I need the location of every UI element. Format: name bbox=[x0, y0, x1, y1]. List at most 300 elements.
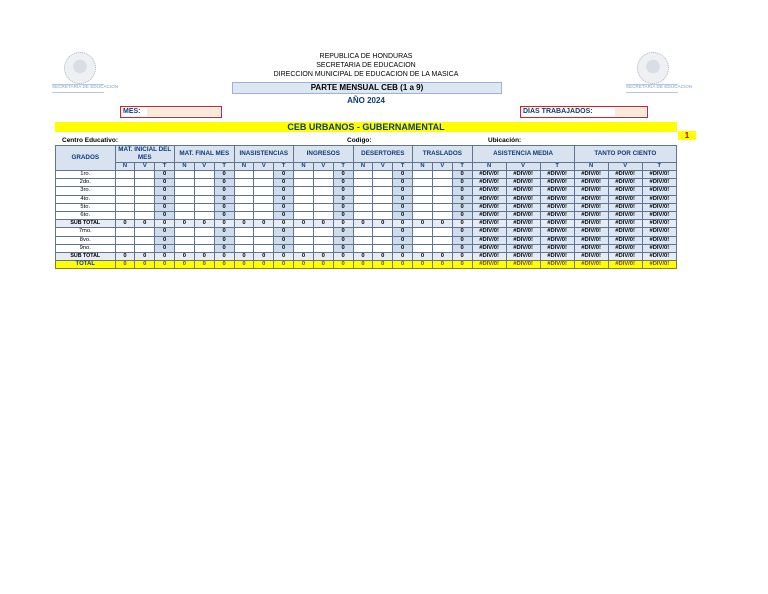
input-cell[interactable] bbox=[373, 244, 393, 252]
formula-error-cell: #DIV/0! bbox=[608, 171, 642, 179]
total-value-cell: 0 bbox=[333, 212, 353, 220]
input-cell[interactable] bbox=[373, 187, 393, 195]
total-value-cell: 0 bbox=[333, 228, 353, 236]
formula-error-cell: #DIV/0! bbox=[574, 261, 608, 269]
formula-error-cell: #DIV/0! bbox=[574, 228, 608, 236]
input-cell[interactable] bbox=[135, 179, 155, 187]
formula-error-cell: #DIV/0! bbox=[608, 203, 642, 211]
subheader-n: N bbox=[234, 163, 254, 171]
formula-error-cell: #DIV/0! bbox=[540, 236, 574, 244]
total-value-cell: 0 bbox=[452, 203, 472, 211]
sum-value-cell: 0 bbox=[294, 253, 314, 261]
input-cell[interactable] bbox=[115, 171, 135, 179]
grade-label: 1ro. bbox=[56, 171, 116, 179]
input-cell[interactable] bbox=[432, 187, 452, 195]
input-cell[interactable] bbox=[254, 171, 274, 179]
input-cell[interactable] bbox=[313, 212, 333, 220]
total-value-cell: 0 bbox=[274, 261, 294, 269]
formula-error-cell: #DIV/0! bbox=[540, 212, 574, 220]
input-cell[interactable] bbox=[254, 203, 274, 211]
total-value-cell: 0 bbox=[393, 171, 413, 179]
total-value-cell: 0 bbox=[452, 220, 472, 228]
sum-value-cell: 0 bbox=[135, 220, 155, 228]
input-cell[interactable] bbox=[353, 228, 373, 236]
input-cell[interactable] bbox=[313, 203, 333, 211]
input-cell[interactable] bbox=[234, 195, 254, 203]
subheader-t: T bbox=[642, 163, 676, 171]
formula-error-cell: #DIV/0! bbox=[540, 253, 574, 261]
subheader-t: T bbox=[214, 163, 234, 171]
formula-error-cell: #DIV/0! bbox=[506, 228, 540, 236]
subheader-v: V bbox=[506, 163, 540, 171]
formula-error-cell: #DIV/0! bbox=[472, 228, 506, 236]
input-cell[interactable] bbox=[294, 171, 314, 179]
total-value-cell: 0 bbox=[214, 195, 234, 203]
input-cell[interactable] bbox=[432, 212, 452, 220]
input-cell[interactable] bbox=[373, 179, 393, 187]
sum-value-cell: 0 bbox=[254, 261, 274, 269]
group-header-mat-inicial: MAT. INICIAL DEL MES bbox=[115, 146, 174, 163]
subheader-t: T bbox=[540, 163, 574, 171]
total-value-cell: 0 bbox=[393, 195, 413, 203]
total-value-cell: 0 bbox=[214, 179, 234, 187]
formula-error-cell: #DIV/0! bbox=[608, 220, 642, 228]
sum-value-cell: 0 bbox=[194, 253, 214, 261]
group-header-inasistencias: INASISTENCIAS bbox=[234, 146, 293, 163]
secretaria-seal-logo bbox=[64, 52, 96, 84]
input-cell[interactable] bbox=[135, 187, 155, 195]
enrollment-table bbox=[55, 145, 677, 269]
total-value-cell: 0 bbox=[333, 195, 353, 203]
input-cell[interactable] bbox=[294, 187, 314, 195]
total-value-cell: 0 bbox=[333, 261, 353, 269]
formula-error-cell: #DIV/0! bbox=[642, 228, 676, 236]
input-cell[interactable] bbox=[294, 195, 314, 203]
sum-value-cell: 0 bbox=[294, 261, 314, 269]
input-cell[interactable] bbox=[135, 236, 155, 244]
formula-error-cell: #DIV/0! bbox=[642, 179, 676, 187]
total-value-cell: 0 bbox=[333, 171, 353, 179]
input-cell[interactable] bbox=[353, 179, 373, 187]
input-cell[interactable] bbox=[234, 236, 254, 244]
sum-value-cell: 0 bbox=[175, 220, 195, 228]
formula-error-cell: #DIV/0! bbox=[472, 212, 506, 220]
input-cell[interactable] bbox=[432, 171, 452, 179]
total-value-cell: 0 bbox=[155, 203, 175, 211]
subtotal-row bbox=[56, 220, 677, 228]
input-cell[interactable] bbox=[413, 179, 433, 187]
input-cell[interactable] bbox=[115, 244, 135, 252]
input-cell[interactable] bbox=[413, 195, 433, 203]
input-cell[interactable] bbox=[313, 244, 333, 252]
total-value-cell: 0 bbox=[393, 179, 413, 187]
input-cell[interactable] bbox=[234, 171, 254, 179]
total-value-cell: 0 bbox=[214, 253, 234, 261]
sheet-number-badge: 1 bbox=[678, 131, 696, 140]
input-cell[interactable] bbox=[115, 228, 135, 236]
total-value-cell: 0 bbox=[452, 212, 472, 220]
input-cell[interactable] bbox=[175, 171, 195, 179]
formula-error-cell: #DIV/0! bbox=[574, 179, 608, 187]
formula-error-cell: #DIV/0! bbox=[608, 212, 642, 220]
total-value-cell: 0 bbox=[274, 220, 294, 228]
input-cell[interactable] bbox=[413, 244, 433, 252]
input-cell[interactable] bbox=[294, 236, 314, 244]
input-cell[interactable] bbox=[194, 187, 214, 195]
input-cell[interactable] bbox=[135, 228, 155, 236]
section-band-title: CEB URBANOS - GUBERNAMENTAL bbox=[55, 122, 677, 132]
total-value-cell: 0 bbox=[452, 261, 472, 269]
input-cell[interactable] bbox=[353, 195, 373, 203]
input-cell[interactable] bbox=[353, 171, 373, 179]
subheader-n: N bbox=[413, 163, 433, 171]
formula-error-cell: #DIV/0! bbox=[574, 253, 608, 261]
formula-error-cell: #DIV/0! bbox=[574, 244, 608, 252]
input-cell[interactable] bbox=[234, 228, 254, 236]
grados-header: GRADOS bbox=[56, 146, 116, 171]
sum-value-cell: 0 bbox=[175, 261, 195, 269]
sum-value-cell: 0 bbox=[353, 253, 373, 261]
total-value-cell: 0 bbox=[393, 203, 413, 211]
group-header-traslados: TRASLADOS bbox=[413, 146, 473, 163]
dias-trabajados-label: DÍAS TRABAJADOS: bbox=[523, 108, 593, 115]
input-cell[interactable] bbox=[194, 195, 214, 203]
total-value-cell: 0 bbox=[452, 179, 472, 187]
input-cell[interactable] bbox=[194, 244, 214, 252]
input-cell[interactable] bbox=[413, 228, 433, 236]
formula-error-cell: #DIV/0! bbox=[472, 195, 506, 203]
grade-row bbox=[56, 212, 677, 220]
grade-label: 8vo. bbox=[56, 236, 116, 244]
formula-error-cell: #DIV/0! bbox=[608, 228, 642, 236]
subheader-v: V bbox=[432, 163, 452, 171]
input-cell[interactable] bbox=[115, 187, 135, 195]
input-cell[interactable] bbox=[254, 187, 274, 195]
input-cell[interactable] bbox=[373, 203, 393, 211]
input-cell[interactable] bbox=[373, 171, 393, 179]
input-cell[interactable] bbox=[353, 212, 373, 220]
input-cell[interactable] bbox=[432, 179, 452, 187]
input-cell[interactable] bbox=[175, 236, 195, 244]
grade-row bbox=[56, 244, 677, 252]
sum-value-cell: 0 bbox=[413, 253, 433, 261]
formula-error-cell: #DIV/0! bbox=[506, 236, 540, 244]
input-cell[interactable] bbox=[432, 195, 452, 203]
formula-error-cell: #DIV/0! bbox=[608, 195, 642, 203]
total-value-cell: 0 bbox=[274, 212, 294, 220]
input-cell[interactable] bbox=[353, 187, 373, 195]
total-value-cell: 0 bbox=[155, 253, 175, 261]
formula-error-cell: #DIV/0! bbox=[608, 187, 642, 195]
sum-value-cell: 0 bbox=[432, 220, 452, 228]
input-cell[interactable] bbox=[175, 212, 195, 220]
total-value-cell: 0 bbox=[393, 228, 413, 236]
total-value-cell: 0 bbox=[274, 253, 294, 261]
input-cell[interactable] bbox=[175, 187, 195, 195]
input-cell[interactable] bbox=[115, 212, 135, 220]
input-cell[interactable] bbox=[373, 195, 393, 203]
formula-error-cell: #DIV/0! bbox=[472, 171, 506, 179]
formula-error-cell: #DIV/0! bbox=[540, 195, 574, 203]
formula-error-cell: #DIV/0! bbox=[506, 253, 540, 261]
total-value-cell: 0 bbox=[393, 212, 413, 220]
secretaria-logo-text: SECRETARIA DE EDUCACION bbox=[52, 84, 104, 93]
sum-value-cell: 0 bbox=[254, 253, 274, 261]
grade-label: TOTAL bbox=[56, 261, 116, 269]
subheader-t: T bbox=[274, 163, 294, 171]
input-cell[interactable] bbox=[254, 244, 274, 252]
input-cell[interactable] bbox=[194, 212, 214, 220]
input-cell[interactable] bbox=[234, 244, 254, 252]
input-cell[interactable] bbox=[373, 228, 393, 236]
grade-label: SUB TOTAL bbox=[56, 253, 116, 261]
formula-error-cell: #DIV/0! bbox=[506, 187, 540, 195]
input-cell[interactable] bbox=[115, 195, 135, 203]
input-cell[interactable] bbox=[313, 236, 333, 244]
input-cell[interactable] bbox=[175, 244, 195, 252]
header-country: REPUBLICA DE HONDURAS bbox=[319, 53, 413, 60]
formula-error-cell: #DIV/0! bbox=[574, 187, 608, 195]
sum-value-cell: 0 bbox=[234, 261, 254, 269]
total-value-cell: 0 bbox=[452, 244, 472, 252]
input-cell[interactable] bbox=[413, 236, 433, 244]
input-cell[interactable] bbox=[353, 203, 373, 211]
formula-error-cell: #DIV/0! bbox=[540, 203, 574, 211]
formula-error-cell: #DIV/0! bbox=[642, 187, 676, 195]
formula-error-cell: #DIV/0! bbox=[472, 187, 506, 195]
input-cell[interactable] bbox=[313, 187, 333, 195]
formula-error-cell: #DIV/0! bbox=[540, 244, 574, 252]
total-value-cell: 0 bbox=[452, 253, 472, 261]
sum-value-cell: 0 bbox=[234, 220, 254, 228]
sum-value-cell: 0 bbox=[194, 220, 214, 228]
sum-value-cell: 0 bbox=[413, 261, 433, 269]
grade-row bbox=[56, 236, 677, 244]
input-cell[interactable] bbox=[313, 171, 333, 179]
grade-label: 9no. bbox=[56, 244, 116, 252]
input-cell[interactable] bbox=[294, 228, 314, 236]
formula-error-cell: #DIV/0! bbox=[506, 212, 540, 220]
input-cell[interactable] bbox=[135, 244, 155, 252]
input-cell[interactable] bbox=[254, 195, 274, 203]
total-value-cell: 0 bbox=[214, 203, 234, 211]
input-cell[interactable] bbox=[194, 203, 214, 211]
formula-error-cell: #DIV/0! bbox=[608, 236, 642, 244]
report-year: AÑO 2024 bbox=[347, 96, 385, 105]
sum-value-cell: 0 bbox=[313, 220, 333, 228]
formula-error-cell: #DIV/0! bbox=[642, 195, 676, 203]
formula-error-cell: #DIV/0! bbox=[472, 179, 506, 187]
input-cell[interactable] bbox=[115, 236, 135, 244]
report-title: PARTE MENSUAL CEB (1 a 9) bbox=[232, 82, 502, 94]
subheader-t: T bbox=[452, 163, 472, 171]
sum-value-cell: 0 bbox=[373, 253, 393, 261]
grade-row bbox=[56, 203, 677, 211]
sum-value-cell: 0 bbox=[313, 261, 333, 269]
total-value-cell: 0 bbox=[452, 236, 472, 244]
total-value-cell: 0 bbox=[155, 187, 175, 195]
total-value-cell: 0 bbox=[393, 253, 413, 261]
input-cell[interactable] bbox=[234, 179, 254, 187]
group-header-asistencia-media: ASISTENCIA MEDIA bbox=[472, 146, 574, 163]
dias-trabajados-input[interactable] bbox=[615, 108, 646, 116]
mes-input[interactable] bbox=[147, 108, 220, 116]
input-cell[interactable] bbox=[175, 179, 195, 187]
sum-value-cell: 0 bbox=[254, 220, 274, 228]
subheader-t: T bbox=[155, 163, 175, 171]
sum-value-cell: 0 bbox=[353, 261, 373, 269]
subheader-t: T bbox=[393, 163, 413, 171]
formula-error-cell: #DIV/0! bbox=[540, 228, 574, 236]
total-value-cell: 0 bbox=[274, 171, 294, 179]
input-cell[interactable] bbox=[373, 212, 393, 220]
formula-error-cell: #DIV/0! bbox=[506, 261, 540, 269]
input-cell[interactable] bbox=[115, 179, 135, 187]
sum-value-cell: 0 bbox=[234, 253, 254, 261]
input-cell[interactable] bbox=[432, 244, 452, 252]
sum-value-cell: 0 bbox=[432, 253, 452, 261]
total-value-cell: 0 bbox=[155, 236, 175, 244]
formula-error-cell: #DIV/0! bbox=[574, 220, 608, 228]
input-cell[interactable] bbox=[254, 179, 274, 187]
input-cell[interactable] bbox=[234, 212, 254, 220]
codigo-label: Codigo: bbox=[347, 137, 372, 144]
input-cell[interactable] bbox=[254, 228, 274, 236]
group-header-mat-final: MAT. FINAL MES bbox=[175, 146, 235, 163]
header-municipal-office: DIRECCION MUNICIPAL DE EDUCACION DE LA MASICA bbox=[273, 71, 459, 78]
formula-error-cell: #DIV/0! bbox=[472, 236, 506, 244]
total-value-cell: 0 bbox=[274, 236, 294, 244]
total-value-cell: 0 bbox=[214, 236, 234, 244]
input-cell[interactable] bbox=[313, 228, 333, 236]
formula-error-cell: #DIV/0! bbox=[642, 236, 676, 244]
total-value-cell: 0 bbox=[333, 236, 353, 244]
input-cell[interactable] bbox=[135, 212, 155, 220]
formula-error-cell: #DIV/0! bbox=[574, 212, 608, 220]
formula-error-cell: #DIV/0! bbox=[472, 203, 506, 211]
input-cell[interactable] bbox=[432, 228, 452, 236]
input-cell[interactable] bbox=[413, 203, 433, 211]
formula-error-cell: #DIV/0! bbox=[642, 212, 676, 220]
total-value-cell: 0 bbox=[452, 171, 472, 179]
formula-error-cell: #DIV/0! bbox=[540, 187, 574, 195]
grade-label: SUB TOTAL bbox=[56, 220, 116, 228]
formula-error-cell: #DIV/0! bbox=[540, 179, 574, 187]
input-cell[interactable] bbox=[194, 228, 214, 236]
input-cell[interactable] bbox=[194, 236, 214, 244]
centro-educativo-label: Centro Educativo: bbox=[62, 137, 118, 144]
total-value-cell: 0 bbox=[155, 220, 175, 228]
total-value-cell: 0 bbox=[452, 228, 472, 236]
formula-error-cell: #DIV/0! bbox=[642, 203, 676, 211]
input-cell[interactable] bbox=[353, 244, 373, 252]
subtotal-row bbox=[56, 253, 677, 261]
input-cell[interactable] bbox=[294, 203, 314, 211]
input-cell[interactable] bbox=[413, 187, 433, 195]
subheader-n: N bbox=[472, 163, 506, 171]
total-value-cell: 0 bbox=[274, 187, 294, 195]
input-cell[interactable] bbox=[432, 236, 452, 244]
input-cell[interactable] bbox=[115, 203, 135, 211]
input-cell[interactable] bbox=[234, 187, 254, 195]
mes-label: MES: bbox=[123, 108, 141, 115]
input-cell[interactable] bbox=[313, 195, 333, 203]
sum-value-cell: 0 bbox=[175, 253, 195, 261]
input-cell[interactable] bbox=[194, 171, 214, 179]
input-cell[interactable] bbox=[175, 203, 195, 211]
grade-label: 4to. bbox=[56, 195, 116, 203]
total-value-cell: 0 bbox=[214, 228, 234, 236]
input-cell[interactable] bbox=[135, 203, 155, 211]
input-cell[interactable] bbox=[175, 195, 195, 203]
formula-error-cell: #DIV/0! bbox=[574, 195, 608, 203]
input-cell[interactable] bbox=[432, 203, 452, 211]
formula-error-cell: #DIV/0! bbox=[472, 261, 506, 269]
input-cell[interactable] bbox=[413, 212, 433, 220]
input-cell[interactable] bbox=[135, 171, 155, 179]
total-value-cell: 0 bbox=[155, 171, 175, 179]
group-header-ingresos: INGRESOS bbox=[294, 146, 354, 163]
grade-row bbox=[56, 228, 677, 236]
subheader-v: V bbox=[254, 163, 274, 171]
input-cell[interactable] bbox=[294, 212, 314, 220]
formula-error-cell: #DIV/0! bbox=[506, 179, 540, 187]
input-cell[interactable] bbox=[413, 171, 433, 179]
subheader-v: V bbox=[373, 163, 393, 171]
formula-error-cell: #DIV/0! bbox=[540, 220, 574, 228]
total-value-cell: 0 bbox=[155, 212, 175, 220]
total-value-cell: 0 bbox=[393, 220, 413, 228]
grade-label: 7mo. bbox=[56, 228, 116, 236]
input-cell[interactable] bbox=[194, 179, 214, 187]
input-cell[interactable] bbox=[373, 236, 393, 244]
sum-value-cell: 0 bbox=[194, 261, 214, 269]
formula-error-cell: #DIV/0! bbox=[608, 261, 642, 269]
input-cell[interactable] bbox=[294, 179, 314, 187]
total-value-cell: 0 bbox=[155, 244, 175, 252]
formula-error-cell: #DIV/0! bbox=[608, 253, 642, 261]
total-value-cell: 0 bbox=[333, 203, 353, 211]
input-cell[interactable] bbox=[175, 228, 195, 236]
input-cell[interactable] bbox=[254, 212, 274, 220]
formula-error-cell: #DIV/0! bbox=[472, 220, 506, 228]
formula-error-cell: #DIV/0! bbox=[608, 179, 642, 187]
input-cell[interactable] bbox=[353, 236, 373, 244]
total-value-cell: 0 bbox=[393, 244, 413, 252]
input-cell[interactable] bbox=[234, 203, 254, 211]
grade-label: 6to. bbox=[56, 212, 116, 220]
subheader-v: V bbox=[608, 163, 642, 171]
formula-error-cell: #DIV/0! bbox=[540, 261, 574, 269]
subheader-n: N bbox=[574, 163, 608, 171]
input-cell[interactable] bbox=[135, 195, 155, 203]
sum-value-cell: 0 bbox=[353, 220, 373, 228]
formula-error-cell: #DIV/0! bbox=[574, 236, 608, 244]
total-value-cell: 0 bbox=[214, 244, 234, 252]
sum-value-cell: 0 bbox=[115, 261, 135, 269]
input-cell[interactable] bbox=[254, 236, 274, 244]
total-value-cell: 0 bbox=[393, 236, 413, 244]
grade-row bbox=[56, 171, 677, 179]
grade-row bbox=[56, 187, 677, 195]
input-cell[interactable] bbox=[294, 244, 314, 252]
total-value-cell: 0 bbox=[333, 253, 353, 261]
input-cell[interactable] bbox=[313, 179, 333, 187]
total-value-cell: 0 bbox=[214, 220, 234, 228]
total-value-cell: 0 bbox=[452, 195, 472, 203]
total-value-cell: 0 bbox=[274, 228, 294, 236]
formula-error-cell: #DIV/0! bbox=[642, 220, 676, 228]
